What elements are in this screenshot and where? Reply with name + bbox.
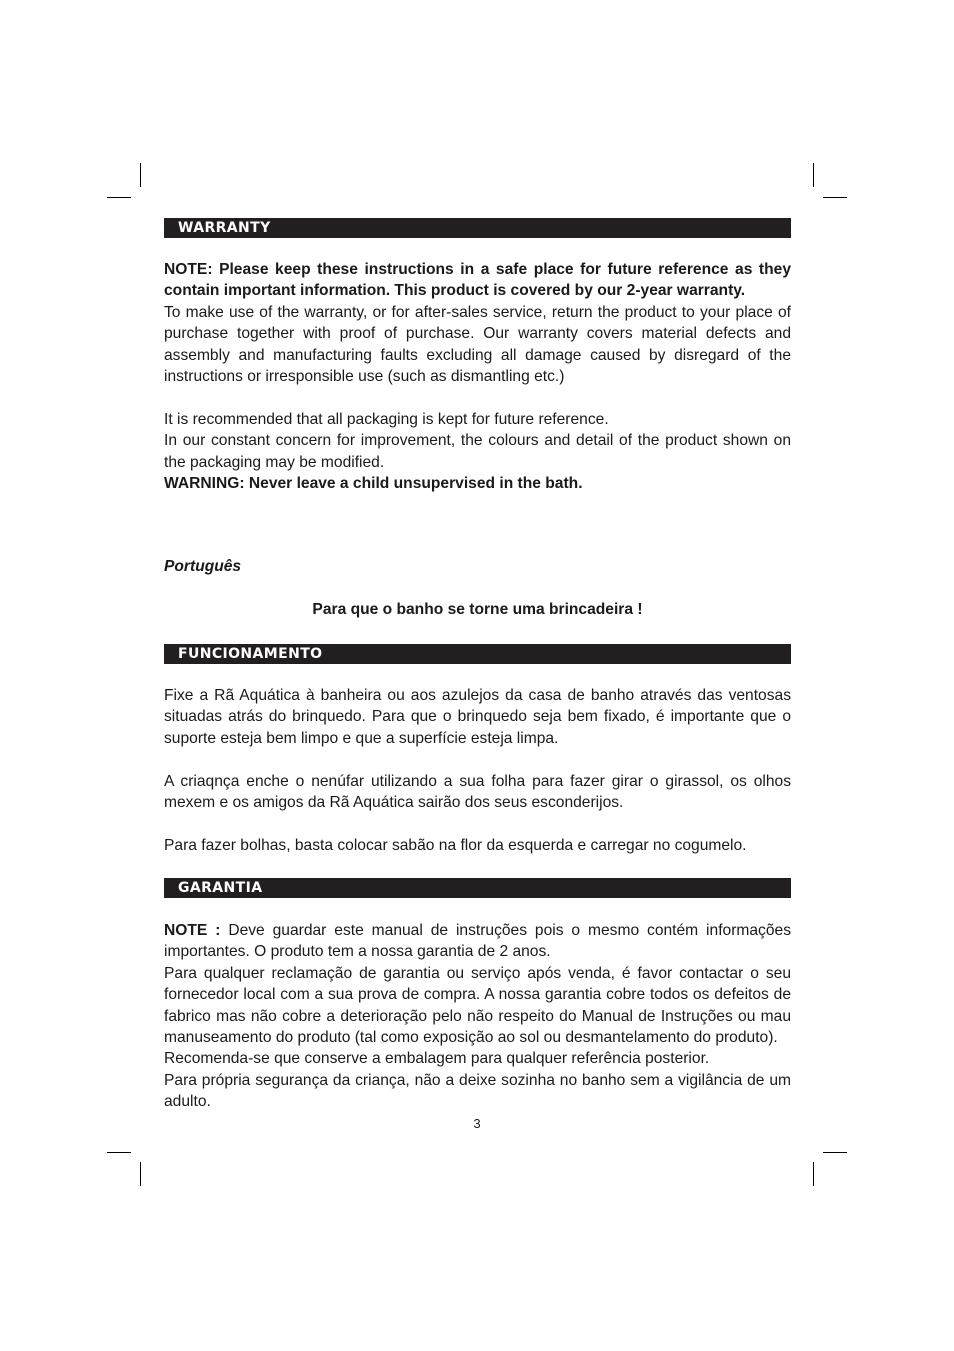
garantia-heading: GARANTIA	[164, 878, 791, 898]
crop-mark-top-left-horizontal	[107, 197, 131, 198]
warranty-heading: WARRANTY	[164, 218, 791, 238]
garantia-paragraph-1: Para qualquer reclamação de garantia ou serviço após venda, é favor contactar o seu fornecedor local com a sua prova de compra. A nossa garantia cobre todos os defeitos de fabrico mas não cobre a deterioração pelo não respeito do Manual de Instruções ou mau manuseamento do produto (tal como exposição ao sol ou desmantelamento do produto).	[164, 964, 791, 1047]
crop-mark-bottom-left-vertical	[140, 1162, 141, 1186]
funcionamento-paragraph-1: Fixe a Rã Aquática à banheira ou aos azulejos da casa de banho através das ventosas situadas atrás do brinquedo. Para que o brinquedo seja bem fixado, é importante que o suporte esteja bem limpo e que a superfície esteja limpa.	[164, 687, 791, 747]
crop-mark-top-right-vertical	[813, 163, 814, 187]
crop-mark-bottom-right-horizontal	[823, 1152, 847, 1153]
garantia-section	[164, 920, 791, 1113]
garantia-note-text: Deve guardar este manual de instruções pois o mesmo contém informações importantes. O produto tem a nossa garantia de 2 anos.	[164, 922, 791, 961]
garantia-note-label: NOTE :	[164, 922, 221, 939]
warranty-paragraph-2: It is recommended that all packaging is kept for future reference.	[164, 410, 609, 428]
tagline: Para que o banho se torne uma brincadeira !	[312, 601, 643, 618]
funcionamento-paragraph-3: Para fazer bolhas, basta colocar sabão na flor da esquerda e carregar no cogumelo.	[164, 836, 747, 854]
garantia-note	[164, 920, 791, 963]
crop-mark-bottom-right-vertical	[813, 1162, 814, 1186]
garantia-paragraph-2: Recomenda-se que conserve a embalagem para qualquer referência posterior.	[164, 1050, 710, 1068]
garantia-paragraph-3: Para própria segurança da criança, não a deixe sozinha no banho sem a vigilância de um adulto.	[164, 1071, 791, 1111]
warranty-warning: WARNING: Never leave a child unsupervised in the bath.	[164, 475, 583, 493]
crop-mark-top-right-horizontal	[823, 197, 847, 198]
warranty-paragraph-1: To make use of the warranty, or for after-sales service, return the product to your place of purchase together with proof of purchase. Our warranty covers material defects and assembly and manufacturing faults excluding all damage caused by disregard of the instructions or irresponsible use (such as dismantling etc.)	[164, 303, 791, 386]
funcionamento-section	[164, 685, 791, 856]
crop-mark-bottom-left-horizontal	[107, 1152, 131, 1153]
warranty-paragraph-3: In our constant concern for improvement, the colours and detail of the product shown on the packaging may be modified.	[164, 432, 791, 471]
funcionamento-paragraph-2: A criaqnça enche o nenúfar utilizando a sua folha para fazer girar o girassol, os olhos mexem e os amigos da Rã Aquática sairão dos seus esconderijos.	[164, 772, 791, 812]
funcionamento-heading: FUNCIONAMENTO	[164, 644, 791, 664]
crop-mark-top-left-vertical	[140, 163, 141, 187]
warranty-section	[164, 259, 791, 494]
warranty-note: NOTE: Please keep these instructions in a safe place for future reference as they contain important information. This product is covered by our 2-year warranty.	[164, 261, 791, 300]
page-number: 3	[473, 1116, 481, 1131]
language-label: Português	[164, 558, 242, 575]
